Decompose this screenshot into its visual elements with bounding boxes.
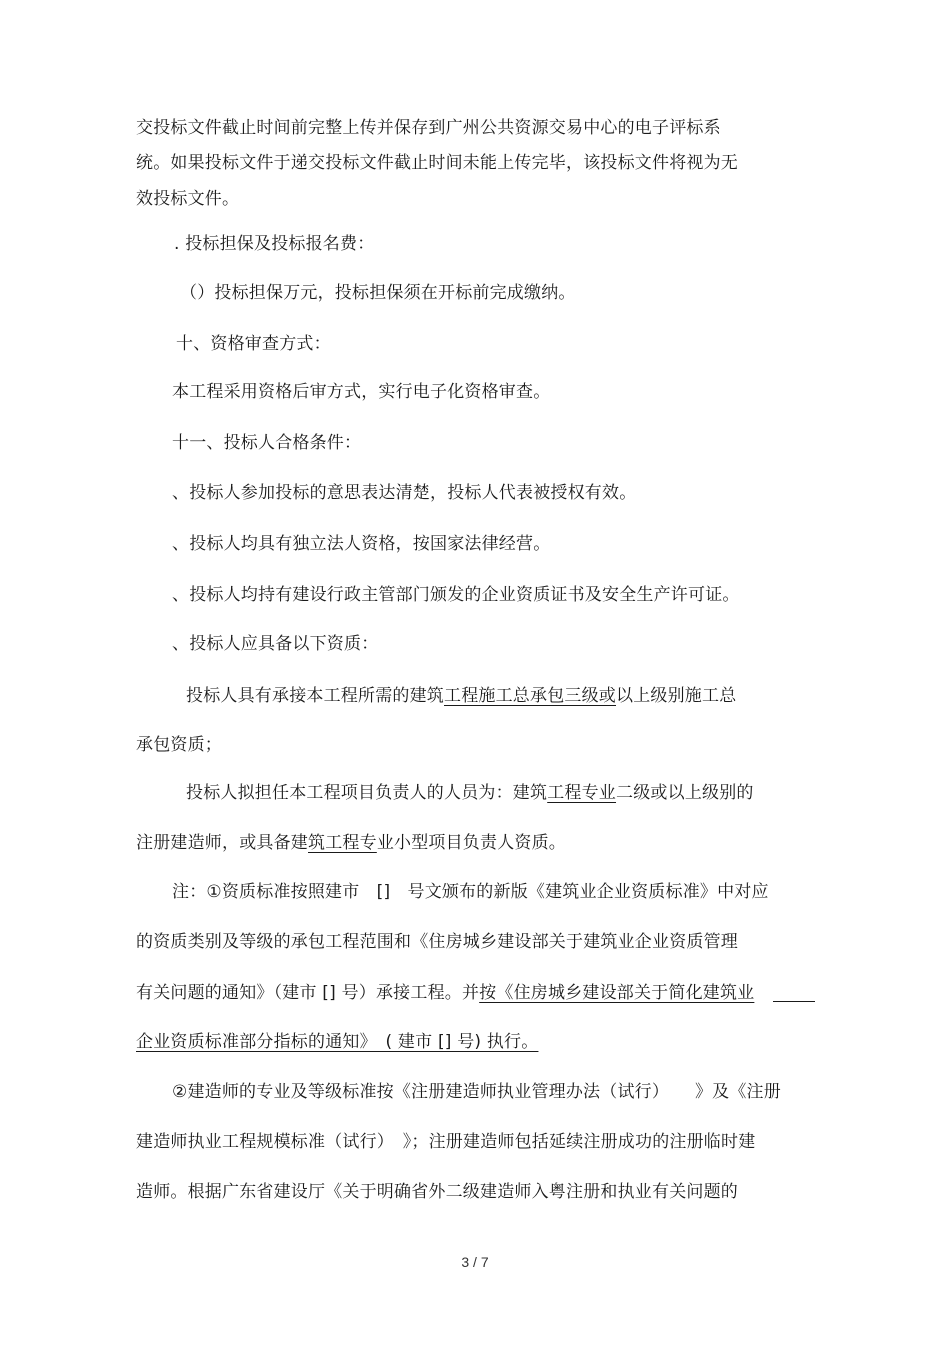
underlined-text: 按《住房城乡建设部关于简化建筑业 <box>479 983 755 1003</box>
section-heading: 十一、投标人合格条件： <box>172 433 362 453</box>
note-line <box>136 982 754 1004</box>
text-run: 注册建造师，或具备建 <box>136 833 308 853</box>
note-line: 造师。根据广东省建设厅《关于明确省外二级建造师入粤注册和执业有关问题的 <box>136 1182 738 1202</box>
note-line: 注：①资质标准按照建市 [] 号文颁布的新版《建筑业企业资质标准》中对应 <box>172 882 769 902</box>
paragraph-line: 本工程采用资格后审方式，实行电子化资格审查。 <box>172 382 551 402</box>
list-item: 、投标人应具备以下资质： <box>172 634 379 654</box>
text-run: 二级或以上级别的 <box>616 783 754 803</box>
text-run: 以上级别施工总 <box>616 686 737 706</box>
note-line <box>136 1031 538 1053</box>
text-run: 投标人拟担任本工程项目负责人的人员为：建筑 <box>186 783 548 803</box>
text-run: 业小型项目负责人资质。 <box>376 833 567 853</box>
section-heading: . 投标担保及投标报名费： <box>174 234 375 254</box>
paragraph-line <box>136 832 566 854</box>
page-number: 3 / 7 <box>461 1254 489 1270</box>
section-heading: 十、资格审查方式： <box>176 334 331 354</box>
underline-rule <box>773 1001 815 1002</box>
list-item: 、投标人均持有建设行政主管部门颁发的企业资质证书及安全生产许可证。 <box>172 585 740 605</box>
paragraph-line <box>186 782 754 804</box>
note-line: 的资质类别及等级的承包工程范围和《住房城乡建设部关于建筑业企业资质管理 <box>136 932 738 952</box>
paragraph-line: （）投标担保万元，投标担保须在开标前完成缴纳。 <box>180 283 576 303</box>
note-line: 建造师执业工程规模标准（试行） 》；注册建造师包括延续注册成功的注册临时建 <box>136 1132 756 1152</box>
text-run: 投标人具有承接本工程所需的建筑 <box>186 686 444 706</box>
paragraph-line: 统。如果投标文件于递交投标文件截止时间未能上传完毕，该投标文件将视为无 <box>136 153 738 173</box>
underlined-text: 工程施工总承包三级或 <box>444 686 616 706</box>
list-item: 、投标人参加投标的意思表达清楚，投标人代表被授权有效。 <box>172 483 637 503</box>
underlined-text: 工程专业 <box>547 783 617 803</box>
paragraph-line <box>186 685 736 707</box>
underlined-text: 筑工程专 <box>308 833 377 853</box>
list-item: 、投标人均具有独立法人资格，按国家法律经营。 <box>172 534 551 554</box>
paragraph-line: 交投标文件截止时间前完整上传并保存到广州公共资源交易中心的电子评标系 <box>136 118 721 138</box>
paragraph-line: 承包资质； <box>136 735 222 755</box>
text-run: 有关问题的通知》（建市 [] 号）承接工程。并 <box>136 983 480 1003</box>
paragraph-line: 效投标文件。 <box>136 189 240 209</box>
note-line: ②建造师的专业及等级标准按《注册建造师执业管理办法（试行） 》及《注册 <box>172 1082 781 1102</box>
underlined-text: 企业资质标准部分指标的通知》 ( 建市 [] 号) 执行。 <box>136 1032 539 1052</box>
